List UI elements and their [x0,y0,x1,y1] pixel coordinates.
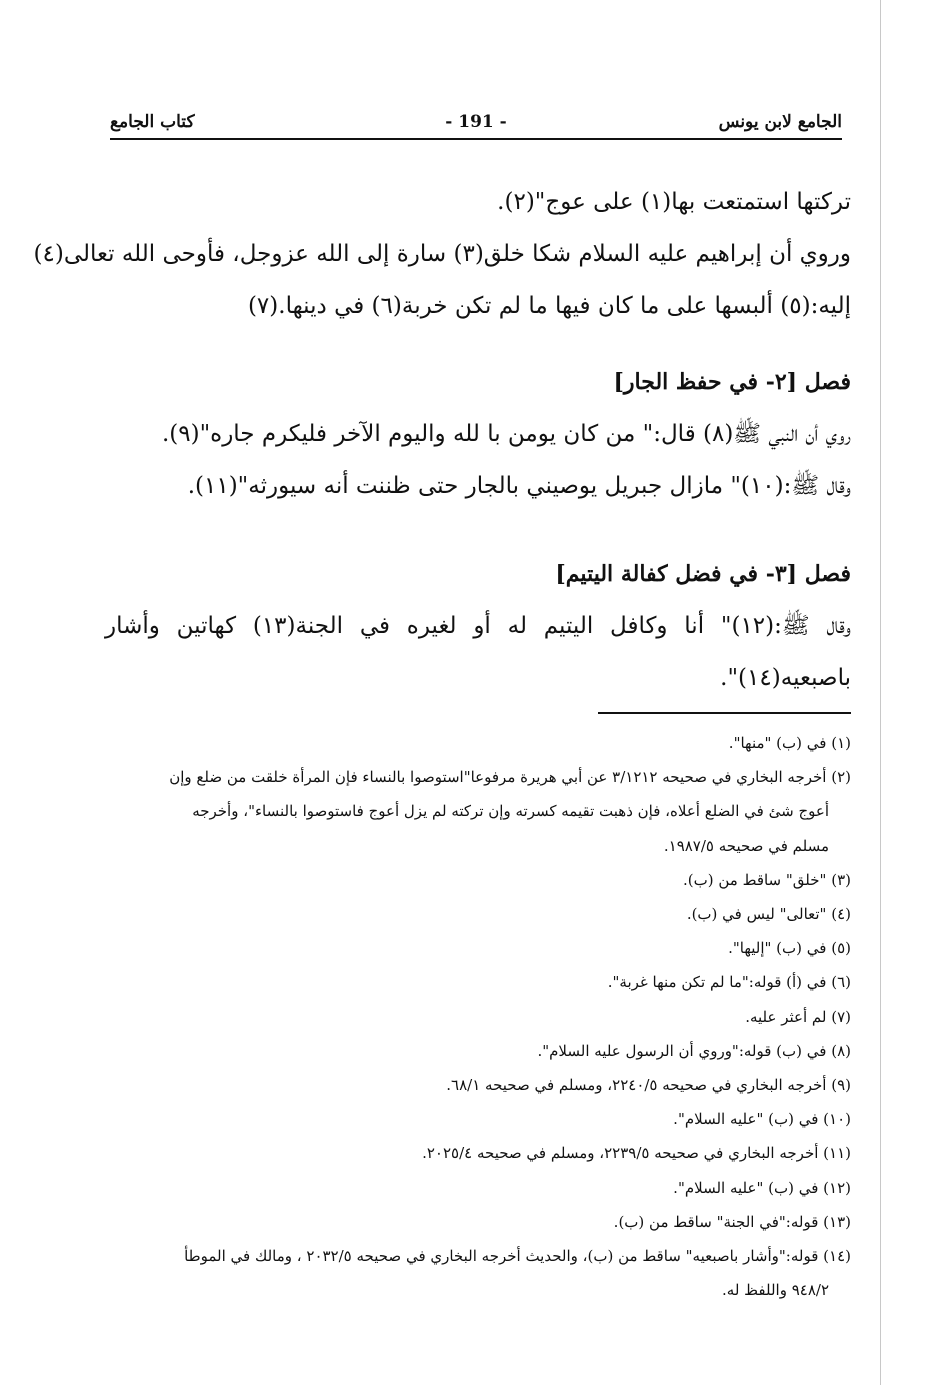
footnote: (٥) في (ب) "إليها". [728,939,851,958]
section-heading: فصل [٣- في فضل كفالة اليتيم] [555,561,851,587]
body-line: روي أن النبي ﷺ(٨) قال:" من كان يومن با لله واليوم الآخر فليكرم جاره"(٩). [161,421,851,447]
running-head-chapter: كتاب الجامع [110,112,195,132]
footnote: (٧) لم أعثر عليه. [745,1007,851,1026]
section-heading: فصل [٢- في حفظ الجار] [613,369,851,395]
header-rule [110,138,842,140]
footnotes [105,726,851,1307]
scan-edge-line [880,0,881,1385]
footnote: (٣) "خلق" ساقط من (ب). [683,870,851,889]
body-line: باصبعيه(١٤)". [720,665,851,691]
footnote: (١٤) قوله:"وأشار باصبعيه" ساقط من (ب)، والحديث أخرجه البخاري في صحيحه ٢٠٣٢/٥ ، ومالك في الموطأ [184,1247,851,1266]
footnote: (١٠) في (ب) "عليه السلام". [673,1110,851,1129]
footnote: (٨) في (ب) قوله:"وروي أن الرسول عليه السلام". [537,1041,851,1060]
running-head-book-title: الجامع لابن يونس [718,112,842,132]
footnote: (١١) أخرجه البخاري في صحيحه ٢٢٣٩/٥، ومسلم في صحيحه ٢٠٢٥/٤. [422,1144,851,1163]
body-line: وقال ﷺ:(١٢)" أنا وكافل اليتيم له أو لغيره في الجنة(١٣) كهاتين وأشار [105,613,851,639]
running-head [110,112,842,140]
footnote: (١٣) قوله:"في الجنة" ساقط من (ب). [613,1212,851,1231]
footnote-continuation: أعوج شئ في الضلع أعلاه، فإن ذهبت تقيمه كسرته وإن تركته لم يزل أعوج فاستوصوا بالنساء"، وأخرجه [192,802,829,821]
footnote: (٤) "تعالى" ليس في (ب). [686,905,851,924]
section-yatim [105,548,851,704]
body-text-block-1 [33,176,851,332]
footnote-continuation: مسلم في صحيحه ١٩٨٧/٥. [663,836,829,855]
body-line: وروي أن إبراهيم عليه السلام شكا خلق(٣) سارة إلى الله عزوجل، فأوحى الله تعالى(٤) [33,241,851,267]
footnote: (٩) أخرجه البخاري في صحيحه ٢٢٤٠/٥، ومسلم في صحيحه ٦٨/١. [446,1076,851,1095]
page-number: - 191 - [445,112,507,132]
footnote: (١) في (ب) "منها". [728,734,851,752]
body-line: إليه:(٥) ألبسها على ما كان فيها ما لم تكن خربة(٦) في دينها.(٧) [247,293,851,319]
footnote-continuation: ٩٤٨/٢ واللفظ له. [722,1281,829,1300]
section-jar [105,356,851,512]
body-line: تركتها استمتعت بها(١) على عوج"(٢). [497,189,851,215]
footnote: (٢) أخرجه البخاري في صحيحه ٣/١٢١٢ عن أبي هريرة مرفوعا"استوصوا بالنساء فإن المرأة خلقت من ضلع وإن [169,768,851,787]
body-line: وقال ﷺ:(١٠)" مازال جبريل يوصيني بالجار حتى ظننت أنه سيورثه"(١١). [187,473,851,499]
footnote-separator [598,712,851,714]
footnote: (١٢) في (ب) "عليه السلام". [673,1178,851,1197]
footnote: (٦) في (أ) قوله:"ما لم تكن منها غربة". [607,973,851,992]
